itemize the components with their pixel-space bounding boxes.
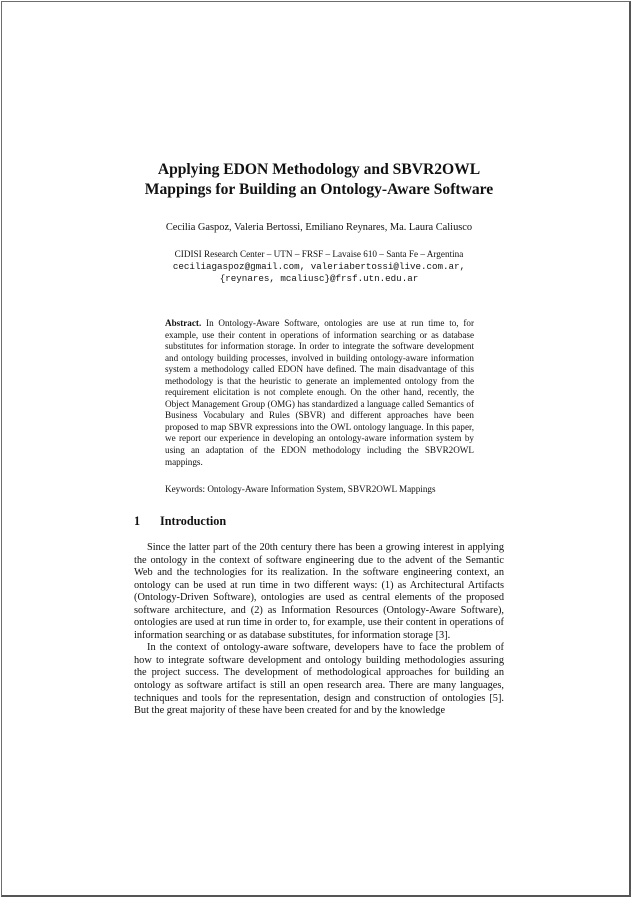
- section-heading: [134, 513, 226, 529]
- email-line-1: ceciliagaspoz@gmail.com, valeriabertossi@live.com.ar,: [172, 260, 466, 272]
- abstract-text: In Ontology-Aware Software, ontologies are use at run time to, for example, use their content in operations of information searching or as database substitutes for information storage. In order to integrate the software development and ontology building processes, involved in building ontology-aware information system a methodology called EDON have defined. The main disadvantage of this methodology is that the heuristic to generate an implemented ontology from the requirement elicitation is not complete enough. On the other hand, recently, the Object Management Group (OMG) has standardized a language called Semantics of Business Vocabulary and Rules (SBVR) and different approaches have been proposed to map SBVR expressions into the OWL ontology language. In this paper, we report our experience in developing an ontology-aware information system by using an adaptation of the EDON methodology including the SBVR2OWL mappings.: [165, 318, 475, 467]
- paragraph-1: Since the latter part of the 20th century there has been a growing interest in applying the ontology in the context of software engineering due to the advent of the Semantic Web and the technologies for its realization. In the software engineering context, an ontology can be used at run time in two different ways: (1) as Architectural Artifacts (Ontology-Driven Software), ontologies are used as central elements of the proposed software architecture, and (2) as Information Resources (Ontology-Aware Software), ontologies are used at run time in order to, for example, use their content in operations of information searching or as database substitutes, for information storage [3].: [134, 542, 504, 641]
- author-list: Cecilia Gaspoz, Valeria Bertossi, Emiliano Reynares, Ma. Laura Caliusco: [165, 222, 473, 233]
- title-line-1: Applying EDON Methodology and SBVR2OWL: [157, 161, 481, 178]
- affiliation-block: [0, 248, 638, 286]
- abstract-label: Abstract.: [165, 318, 202, 328]
- paper-title: [0, 160, 638, 200]
- abstract: [165, 318, 474, 468]
- keywords: Keywords: Ontology-Aware Information System, SBVR2OWL Mappings: [165, 484, 436, 494]
- section-title: Introduction: [160, 514, 227, 528]
- paragraph-2: In the context of ontology-aware software, developers have to face the problem of how to integrate software development and ontology building methodologies assuring the project success. The development of methodological approaches for building an ontology as software artifact is still an open research area. There are many languages, techniques and tools for the representation, design and construction of ontologies [5]. But the great majority of these have been created for and by the knowledge: [134, 642, 504, 717]
- section-number: 1: [134, 514, 141, 528]
- title-line-2: Mappings for Building an Ontology-Aware Software: [144, 181, 494, 198]
- email-line-2: {reynares, mcaliusc}@frsf.utn.edu.ar: [219, 273, 419, 284]
- body-text: [134, 542, 504, 718]
- affiliation-line: CIDISI Research Center – UTN – FRSF – Lavaise 610 – Santa Fe – Argentina: [174, 249, 464, 259]
